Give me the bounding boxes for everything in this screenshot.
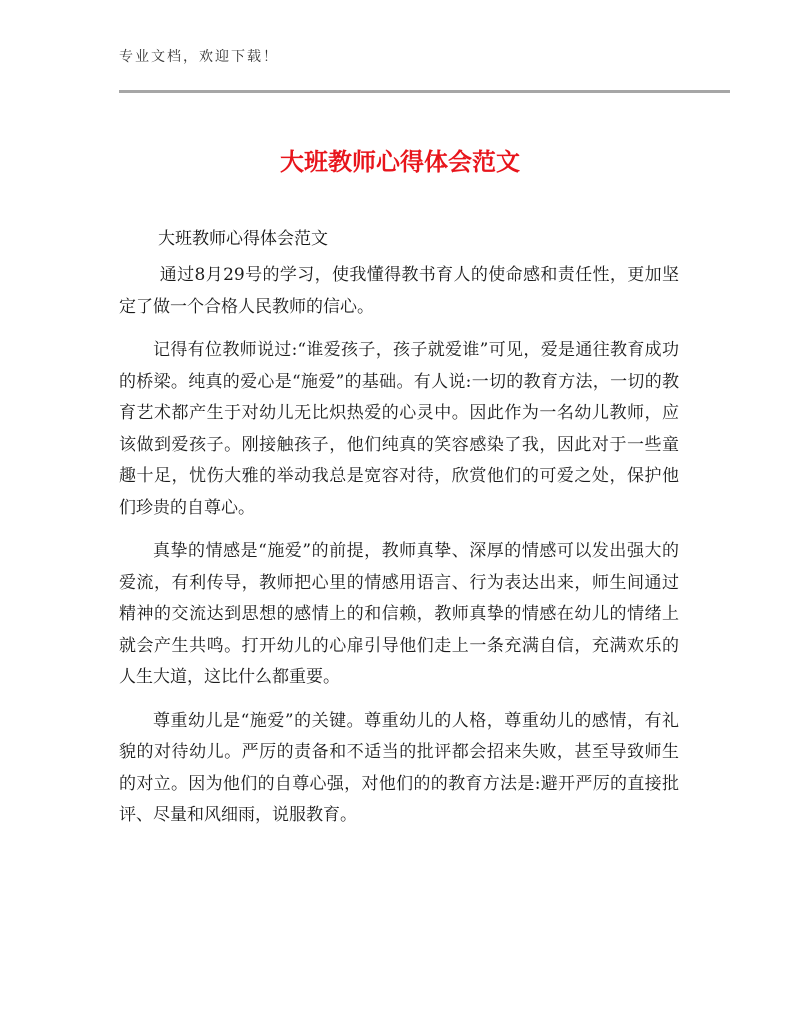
body-paragraph: 尊重幼儿是“施爱”的关键。尊重幼儿的人格，尊重幼儿的感情，有礼貌的对待幼儿。严厉的责备和不适当的批评都会招来失败，甚至导致师生的对立。因为他们的自尊心强，对他们的的教育方法是:避开严厉的直接批评、尽量和风细雨，说服教育。 bbox=[119, 710, 679, 825]
document-body bbox=[119, 260, 679, 844]
body-paragraph: 真挚的情感是“施爱”的前提，教师真挚、深厚的情感可以发出强大的爱流，有利传导，教师把心里的情感用语言、行为表达出来，师生间通过精神的交流达到思想的感情上的和信赖，教师真挚的情感在幼儿的情绪上就会产生共鸣。打开幼儿的心扉引导他们走上一条充满自信，充满欢乐的人生大道，这比什么都重要。 bbox=[119, 541, 679, 687]
document-subtitle: 大班教师心得体会范文 bbox=[158, 229, 328, 249]
body-paragraph: 记得有位教师说过:“谁爱孩子，孩子就爱谁”可见，爱是通往教育成功的桥梁。纯真的爱心是“施爱”的基础。有人说:一切的教育方法，一切的教育艺术都产生于对幼儿无比炽热爱的心灵中。因此作为一名幼儿教师，应该做到爱孩子。刚接触孩子，他们纯真的笑容感染了我，因此对于一些童趣十足，忧伤大雅的举动我总是宽容对待，欣赏他们的可爱之处，保护他们珍贵的自尊心。 bbox=[119, 340, 679, 518]
page-header-label: 专业文档，欢迎下载！ bbox=[119, 49, 279, 65]
header-divider bbox=[119, 90, 730, 93]
body-paragraph: 通过8月29号的学习，使我懂得教书育人的使命感和责任性，更加坚定了做一个合格人民教师的信心。 bbox=[119, 265, 679, 317]
document-title: 大班教师心得体会范文 bbox=[280, 148, 520, 176]
